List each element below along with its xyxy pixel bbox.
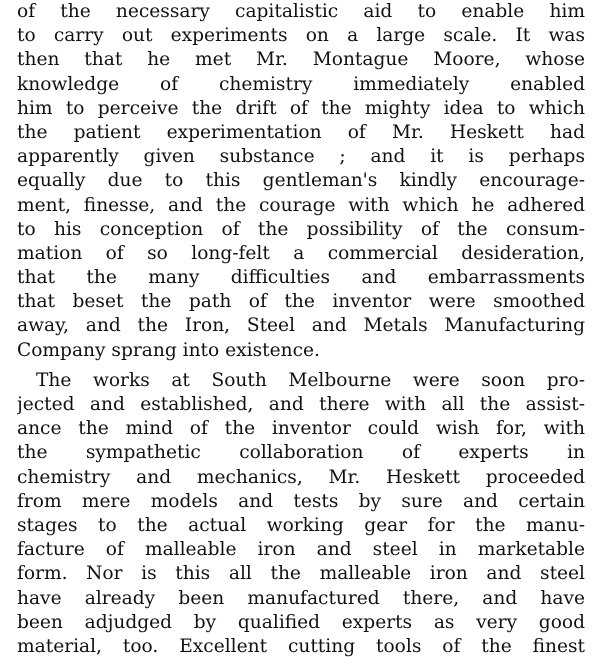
text-line: The works at South Melbourne were soon pro- (36, 369, 585, 391)
text-line: mation of so long-felt a commercial desideration, (17, 242, 585, 264)
text-line: form. Nor is this all the malleable iron and steel (17, 563, 585, 585)
text-line: then that he met Mr. Montague Moore, whose (17, 49, 585, 71)
text-line: from mere models and tests by sure and certain (17, 490, 585, 512)
text-line: stages to the actual working gear for the manu- (17, 514, 585, 536)
text-line: the sympathetic collaboration of experts in (17, 442, 585, 464)
text-line: apparently given substance ; and it is perhaps (17, 146, 585, 168)
text-line: to carry out experiments on a large scale. It was (17, 25, 585, 47)
text-line: material, too. Excellent cutting tools of the finest (17, 635, 585, 657)
text-line: that the many difficulties and embarrassments (17, 267, 585, 289)
text-line: been adjudged by qualified experts as very good (17, 611, 585, 633)
text-line: chemistry and mechanics, Mr. Heskett proceeded (17, 466, 585, 488)
text-line: jected and established, and there with all the assist- (17, 394, 585, 415)
text-line: have already been manufactured there, and have (17, 587, 585, 609)
text-line: ance the mind of the inventor could wish for, with (17, 418, 585, 440)
text-line: ment, finesse, and the courage with which he adhered (17, 194, 585, 216)
text-line: knowledge of chemistry immediately enabled (17, 73, 585, 95)
text-line: equally due to this gentleman's kindly encourage- (17, 170, 585, 192)
paragraph-1 (17, 0, 585, 363)
paragraph-2 (17, 369, 585, 659)
text-line: of the necessary capitalistic aid to enable him (17, 1, 585, 22)
text-line: to his conception of the possibility of the consum- (17, 218, 585, 240)
text-line: him to perceive the drift of the mighty idea to which (17, 97, 585, 119)
text-line: Company sprang into existence. (17, 339, 320, 361)
text-line: the patient experimentation of Mr. Heskett had (17, 121, 585, 143)
text-line: that beset the path of the inventor were smoothed (17, 291, 585, 313)
text-line: away, and the Iron, Steel and Metals Manufacturing (17, 315, 585, 337)
text-line: facture of malleable iron and steel in marketable (17, 539, 585, 561)
page-text (17, 0, 585, 659)
